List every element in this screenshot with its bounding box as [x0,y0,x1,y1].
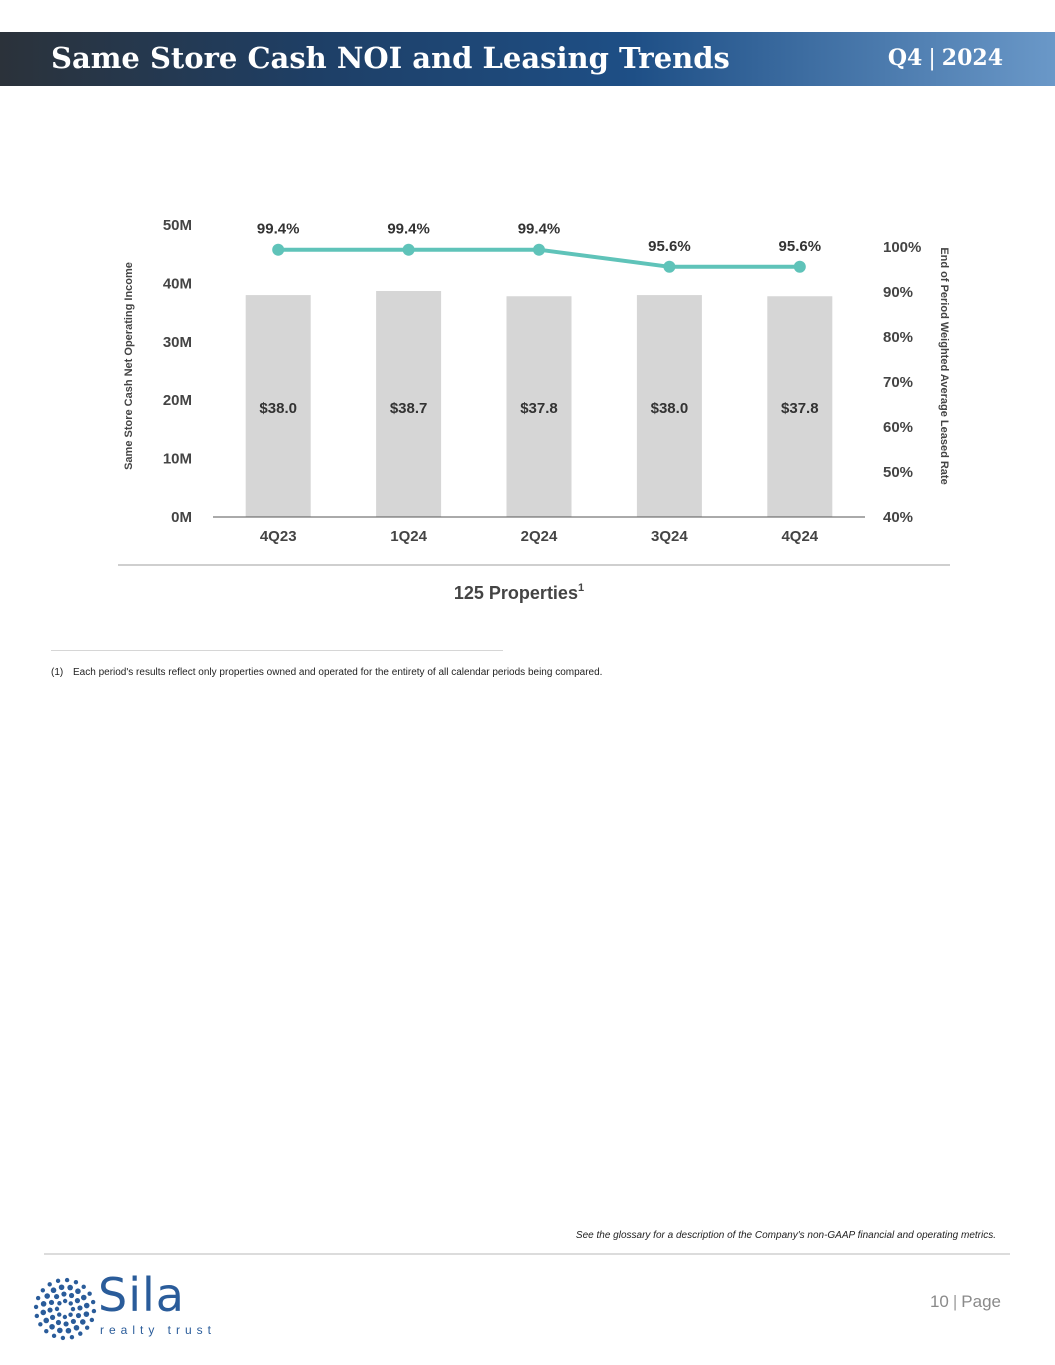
noi-leasing-chart [0,200,1055,620]
logo-dot [84,1303,90,1309]
page-number-value: 10 [929,1292,949,1311]
y2-tick-label: 100% [883,239,922,256]
logo-dot [54,1294,59,1299]
logo-dot [67,1285,73,1291]
logo-dot [41,1301,47,1307]
footnote-text: Each period's results reflect only properties owned and operated for the entirety of all calendar periods being compared. [73,667,603,678]
logo-dot [78,1331,82,1335]
bar-value-label: $38.0 [650,400,689,417]
logo-dot [74,1325,80,1331]
logo-dot [80,1319,86,1325]
logo-dot [57,1328,63,1334]
y-axis-title: Same Store Cash Net Operating Income [123,262,135,470]
logo-dot [47,1307,52,1312]
leased-rate-point [403,244,415,256]
logo-dot [82,1285,86,1289]
bar-value-label: $38.7 [389,400,428,417]
logo-tagline: realty trust [100,1323,217,1337]
y2-tick-label: 40% [883,509,914,526]
starburst-logo-icon [32,1276,98,1342]
logo-dot [71,1319,76,1324]
logo-dot [69,1293,74,1298]
logo-dot [48,1282,52,1286]
bar-value-label: $37.8 [781,400,819,417]
logo-dot [90,1318,94,1322]
y-tick-label: 0M [171,509,192,526]
page-number-label: Page [961,1292,1001,1311]
footnote [51,667,602,678]
logo-dot [49,1324,55,1330]
logo-dot [41,1288,45,1292]
logo-dot [40,1310,46,1316]
logo-dot [35,1314,39,1318]
logo-dot [84,1311,90,1317]
logo-dot [85,1326,89,1330]
logo-name: Sila [98,1268,185,1322]
x-tick-label: 3Q24 [651,528,688,545]
y2-tick-label: 70% [883,374,914,391]
logo-dot [56,1320,61,1325]
logo-dot [87,1292,91,1296]
leased-rate-point [533,244,545,256]
bar-value-label: $37.8 [520,400,558,417]
y2-tick-label: 90% [883,284,914,301]
logo-dot [57,1301,61,1305]
y2-tick-label: 50% [883,464,914,481]
leased-rate-point [272,244,284,256]
logo-dot [61,1291,66,1296]
page-title: Same Store Cash NOI and Leasing Trends [51,41,730,75]
y2-axis-title: End of Period Weighted Average Leased Rate [938,247,950,485]
logo-dot [43,1318,49,1324]
footnote-number: (1) [51,667,64,678]
report-year: 2024 [941,45,1003,71]
footnote-divider [51,650,503,651]
logo-dot [75,1298,80,1303]
leased-rate-label: 99.4% [517,220,561,238]
report-quarter: Q4 [887,45,923,71]
logo-dot [51,1287,57,1293]
x-axis-title-superscript: 1 [577,582,585,594]
logo-dot [69,1301,73,1305]
footer-divider [44,1253,1010,1255]
logo-dot [36,1296,40,1300]
company-logo [32,1268,222,1342]
logo-dot [92,1309,96,1313]
glossary-note: See the glossary for a description of the Company's non-GAAP financial and operating metrics. [575,1230,996,1241]
report-period: Q4 | 2024 [887,45,1003,71]
y2-tick-label: 80% [883,329,914,346]
x-tick-label: 4Q24 [781,528,819,545]
x-axis-title-text: 125 Properties [453,583,578,603]
logo-dot [34,1305,38,1309]
logo-dot [56,1279,60,1283]
logo-dot [66,1328,72,1334]
logo-dot [91,1300,95,1304]
logo-dot [70,1335,74,1339]
logo-dot [63,1315,67,1319]
logo-dot [81,1295,87,1301]
y-tick-label: 40M [162,275,192,293]
logo-dot [57,1312,61,1316]
y-tick-label: 20M [162,392,192,410]
logo-dot [38,1322,42,1326]
y-tick-label: 50M [162,217,192,234]
logo-dot [52,1334,56,1338]
x-tick-label: 4Q23 [259,528,297,545]
logo-dot [77,1305,82,1310]
y-tick-label: 10M [162,450,192,468]
bar-value-label: $38.0 [259,400,297,417]
x-axis-title [454,582,584,603]
logo-dot [44,1329,48,1333]
y2-tick-label: 60% [883,419,914,436]
page-header [0,32,1055,86]
logo-dot [55,1307,59,1311]
logo-dot [61,1336,65,1340]
leased-rate-label: 95.6% [648,237,691,255]
logo-dot [74,1280,78,1284]
x-tick-label: 1Q24 [390,528,427,545]
page-number: 10 | Page [929,1292,1001,1311]
logo-dot [75,1288,81,1294]
leased-rate-point [794,261,806,273]
logo-dot [68,1313,72,1317]
logo-dot [49,1300,54,1305]
logo-dot [50,1315,55,1320]
leased-rate-label: 99.4% [256,220,300,238]
y-tick-label: 30M [162,333,192,351]
logo-dot [63,1321,68,1326]
logo-dot [71,1307,75,1311]
logo-dot [59,1284,65,1290]
leased-rate-label: 99.4% [387,220,430,238]
leased-rate-point [663,261,675,273]
logo-dot [63,1299,67,1303]
x-tick-label: 2Q24 [520,528,558,545]
leased-rate-label: 95.6% [778,237,822,255]
logo-dot [44,1293,50,1299]
logo-dot [65,1278,69,1282]
logo-dot [76,1313,81,1318]
